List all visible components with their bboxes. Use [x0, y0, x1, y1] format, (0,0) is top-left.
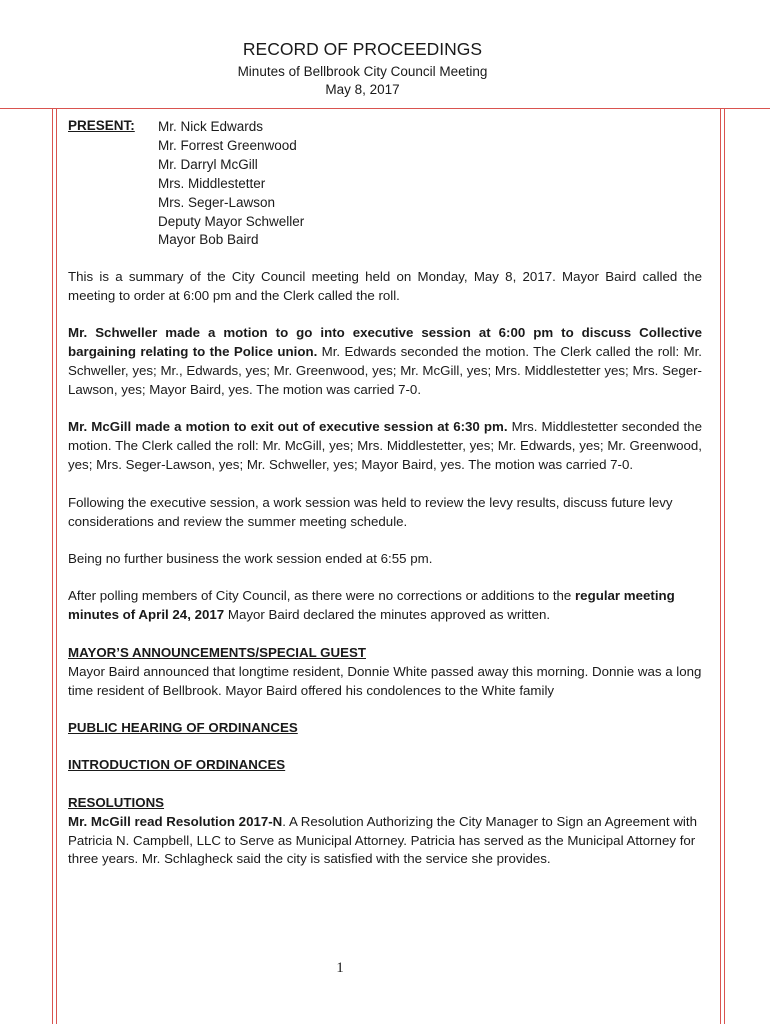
resolutions-section — [68, 794, 702, 870]
right-margin-rule-inner — [720, 108, 721, 1024]
present-label: PRESENT: — [68, 118, 135, 133]
attendee: Mrs. Seger-Lawson — [158, 194, 276, 210]
attendee-list — [158, 118, 304, 250]
motion-lead: Mr. McGill made a motion to exit out of executive session at 6:30 pm. — [68, 419, 508, 435]
left-margin-rule-inner — [56, 108, 57, 1024]
approval-text-end: Mayor Baird declared the minutes approved as written. — [224, 607, 551, 623]
attendee: Mr. Forrest Greenwood — [158, 137, 297, 153]
document-subtitle: Minutes of Bellbrook City Council Meeting — [237, 64, 488, 79]
session-ended-paragraph: Being no further business the work session ended at 6:55 pm. — [68, 550, 433, 566]
resolution-paragraph — [68, 813, 702, 870]
approval-text: After polling members of City Council, as there were no corrections or additions to the — [68, 588, 575, 604]
summary-paragraph: This is a summary of the City Council meeting held on Monday, May 8, 2017. Mayor Baird called the meeting to order at 6:00 pm and the Clerk called the roll. — [68, 269, 702, 303]
section-heading: MAYOR’S ANNOUNCEMENTS/SPECIAL GUEST — [68, 644, 366, 660]
motion-lead: Mr. Schweller made a motion to go into executive session at 6:00 pm to discuss Collective bargaining relating to the Police union. — [68, 325, 702, 360]
motion-paragraph — [68, 418, 702, 475]
resolution-lead: Mr. McGill read Resolution 2017-N — [68, 813, 283, 829]
attendee: Deputy Mayor Schweller — [158, 213, 305, 229]
meeting-date: May 8, 2017 — [325, 82, 400, 97]
section-heading: RESOLUTIONS — [68, 794, 165, 810]
work-session-paragraph: Following the executive session, a work session was held to review the levy results, discuss future levy considerations and review the summer meeting schedule. — [68, 494, 673, 529]
right-margin-rule — [724, 108, 725, 1024]
section-heading: INTRODUCTION OF ORDINANCES — [68, 757, 286, 773]
left-margin-rule — [52, 108, 53, 1024]
attendee: Mr. Darryl McGill — [158, 156, 258, 172]
page-number: 1 — [336, 960, 344, 976]
announcement-text: Mayor Baird announced that longtime resident, Donnie White passed away this morning. Donnie was a long time resident of Bellbrook. Mayor Baird offered his condolences to the White family — [68, 663, 702, 698]
document-title: RECORD OF PROCEEDINGS — [242, 39, 483, 59]
attendee: Mayor Bob Baird — [158, 232, 259, 248]
attendee: Mr. Nick Edwards — [158, 119, 264, 134]
approval-bold: regular meeting minutes of April 24, 2017 — [68, 588, 675, 623]
attendee: Mrs. Middlestetter — [158, 175, 266, 191]
minutes-body — [68, 268, 702, 888]
announcements-section — [68, 644, 702, 701]
header-rule — [0, 108, 770, 109]
minutes-approval-paragraph — [68, 587, 702, 625]
motion-paragraph — [68, 324, 702, 400]
resolution-text: . A Resolution Authorizing the City Manager to Sign an Agreement with Patricia N. Campbell, LLC to Serve as Municipal Attorney. Patricia has served as the Municipal Attorney for three years. Mr. Schlagheck said the city is satisfied with the service she provides. — [68, 813, 697, 867]
motion-text: Mr. Edwards seconded the motion. The Clerk called the roll: Mr. Schweller, yes; Mr., Edwards, yes; Mr. Greenwood, yes; Mr. McGill, yes; Mrs. Middlestetter yes; Mrs. Seger-Lawson, yes; Mayor Baird, yes. The motion was carried 7-0. — [68, 344, 702, 398]
section-heading: PUBLIC HEARING OF ORDINANCES — [68, 719, 298, 735]
motion-text: Mrs. Middlestetter seconded the motion. The Clerk called the roll: Mr. McGill, yes; Mrs. Middlestetter, yes; Mr. Edwards, yes; Mr. Greenwood, yes; Mrs. Seger-Lawson, yes; Mr. Schweller, yes; Mayor Baird, yes. The motion was carried 7-0. — [68, 419, 702, 473]
